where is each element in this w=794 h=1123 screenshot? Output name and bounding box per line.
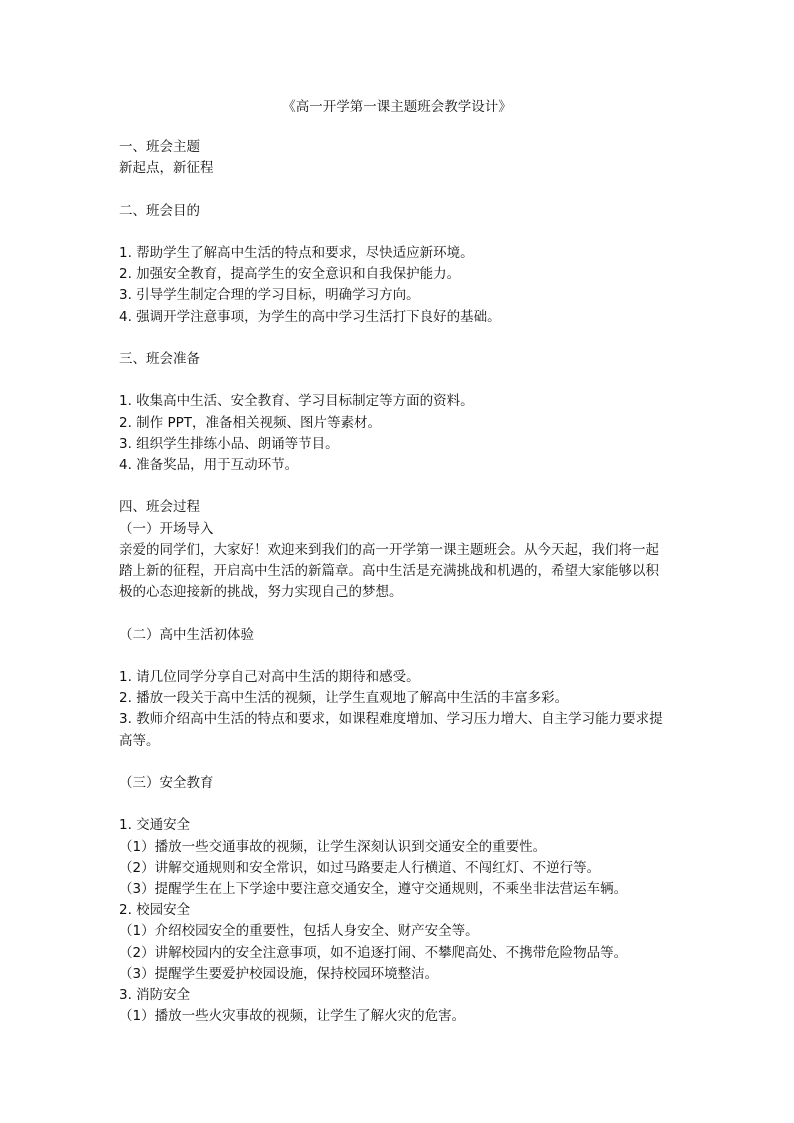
preparation-item: 1. 收集高中生活、安全教育、学习目标制定等方面的资料。 xyxy=(119,393,474,410)
paragraph-line: 1. 交通安全 xyxy=(119,817,191,834)
section-heading-purpose: 二、班会目的 xyxy=(119,202,200,219)
spacer xyxy=(119,476,679,497)
paragraph-line: （3）提醒学生在上下学途中要注意交通安全，遵守交通规则，不乘坐非法营运车辆。 xyxy=(119,880,628,897)
spacer xyxy=(119,328,679,349)
paragraph-line: （2）讲解交通规则和安全常识，如过马路要走人行横道、不闯红灯、不逆行等。 xyxy=(119,859,601,876)
section-heading-theme: 一、班会主题 xyxy=(119,139,200,155)
purpose-item: 3. 引导学生制定合理的学习目标，明确学习方向。 xyxy=(119,287,420,304)
spacer xyxy=(119,222,679,243)
spacer xyxy=(119,370,679,391)
preparation-item: 2. 制作 PPT，准备相关视频、图片等素材。 xyxy=(119,414,381,431)
spacer xyxy=(119,646,679,667)
document-body xyxy=(119,137,679,1027)
paragraph-line: （2）讲解校园内的安全注意事项，如不追逐打闹、不攀爬高处、不携带危险物品等。 xyxy=(119,944,628,961)
preparation-item: 3. 组织学生排练小品、朗诵等节目。 xyxy=(119,435,339,452)
paragraph-line: 亲爱的同学们，大家好！欢迎来到我们的高一开学第一课主题班会。从今天起，我们将一起 xyxy=(119,541,659,558)
spacer xyxy=(119,179,679,200)
spacer xyxy=(119,794,679,815)
spacer xyxy=(119,752,679,773)
document-title: 《高一开学第一课主题班会教学设计》 xyxy=(282,99,512,115)
purpose-item: 1. 帮助学生了解高中生活的特点和要求，尽快适应新环境。 xyxy=(119,244,474,261)
paragraph-line: 3. 教师介绍高中生活的特点和要求，如课程难度增加、学习压力增大、自主学习能力要求提 xyxy=(119,711,663,728)
preparation-item: 4. 准备奖品，用于互动环节。 xyxy=(119,456,299,473)
theme-text: 新起点，新征程 xyxy=(119,160,214,177)
paragraph-line: 2. 播放一段关于高中生活的视频，让学生直观地了解高中生活的丰富多彩。 xyxy=(119,690,569,707)
purpose-item: 4. 强调开学注意事项，为学生的高中学习生活打下良好的基础。 xyxy=(119,308,501,325)
paragraph-line: 2. 校园安全 xyxy=(119,902,191,919)
paragraph-line: 极的心态迎接新的挑战，努力实现自己的梦想。 xyxy=(119,584,403,601)
paragraph-line: 高等。 xyxy=(119,732,160,749)
paragraph-line: （1）介绍校园安全的重要性，包括人身安全、财产安全等。 xyxy=(119,923,479,940)
subsection-heading-experience: （二）高中生活初体验 xyxy=(119,626,254,643)
paragraph-line: 3. 消防安全 xyxy=(119,986,191,1003)
purpose-item: 2. 加强安全教育，提高学生的安全意识和自我保护能力。 xyxy=(119,266,461,283)
paragraph-line: 1. 请几位同学分享自己对高中生活的期待和感受。 xyxy=(119,668,420,685)
spacer xyxy=(119,603,679,624)
paragraph-line: 踏上新的征程，开启高中生活的新篇章。高中生活是充满挑战和机遇的，希望大家能够以积 xyxy=(119,562,659,579)
subsection-heading-safety: （三）安全教育 xyxy=(119,774,214,791)
paragraph-line: （1）播放一些火灾事故的视频，让学生了解火灾的危害。 xyxy=(119,1008,466,1025)
subsection-heading-opening: （一）开场导入 xyxy=(119,520,214,537)
paragraph-line: （1）播放一些交通事故的视频，让学生深刻认识到交通安全的重要性。 xyxy=(119,838,547,855)
paragraph-line: （3）提醒学生要爱护校园设施，保持校园环境整洁。 xyxy=(119,965,439,982)
section-heading-process: 四、班会过程 xyxy=(119,499,200,516)
section-heading-preparation: 三、班会准备 xyxy=(119,350,200,367)
